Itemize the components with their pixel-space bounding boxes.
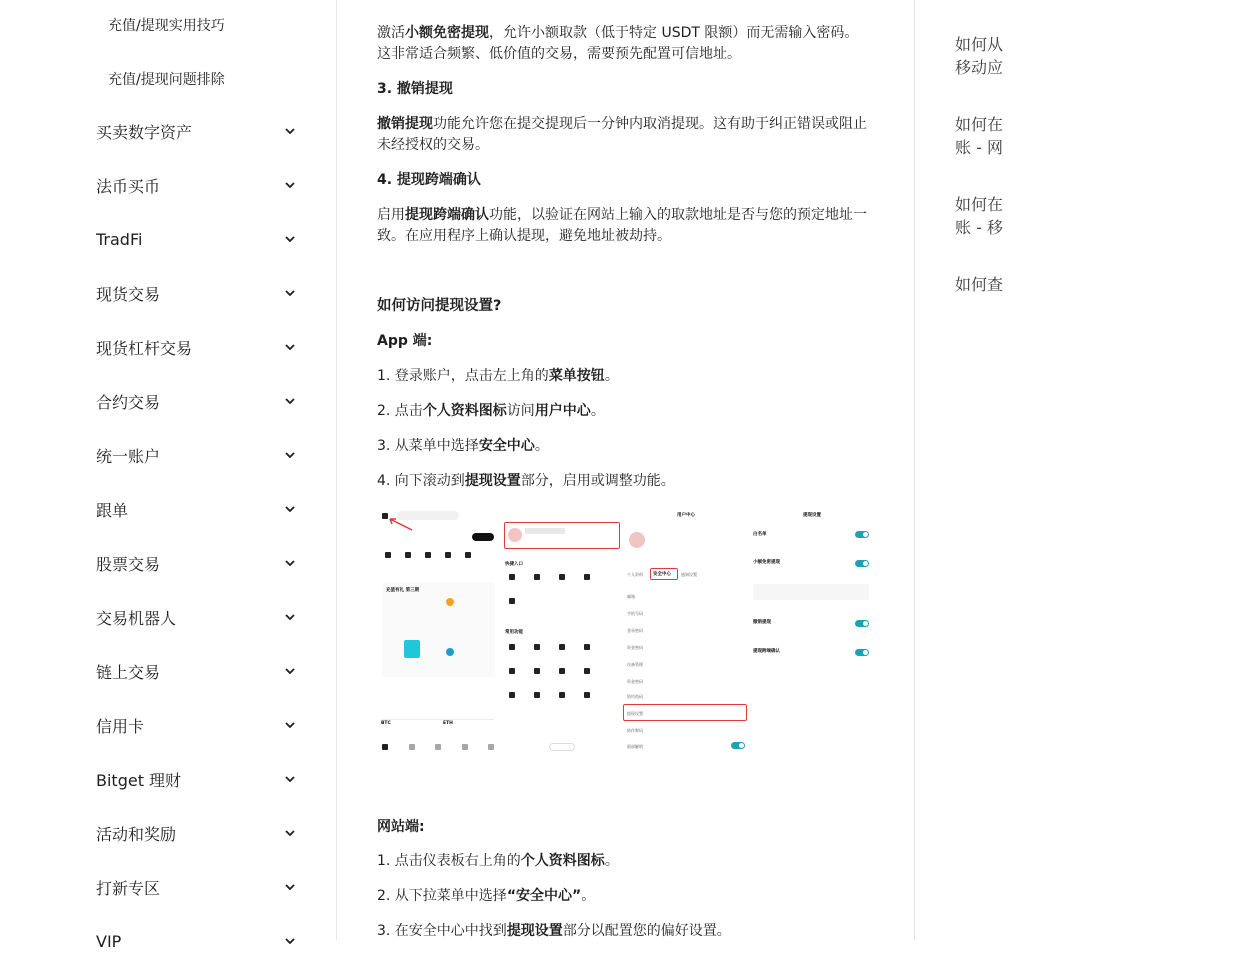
- highlight-box: [650, 568, 678, 580]
- chevron-down-icon: [284, 935, 296, 947]
- bold-text: 个人资料图标: [520, 853, 605, 869]
- sidebar-item-label: 跟单: [96, 500, 129, 520]
- sidebar-item-unified-account[interactable]: [96, 440, 296, 470]
- text: 2. 从下拉菜单中选择: [377, 888, 507, 904]
- section-title-access: 如何访问提现设置?: [377, 298, 502, 314]
- sidebar-item-rewards[interactable]: [96, 818, 296, 848]
- sidebar-item-label: 统一账户: [96, 446, 161, 466]
- sidebar-item-spot[interactable]: [96, 278, 296, 308]
- bold-text: 安全中心: [478, 438, 535, 454]
- chevron-down-icon: [284, 287, 296, 299]
- tab-profile: 个人资料: [627, 572, 643, 577]
- gift-bag-image: [404, 640, 420, 658]
- text: 。: [590, 403, 605, 419]
- setting-row: 登录密码: [627, 628, 643, 633]
- chevron-down-icon: [284, 341, 296, 353]
- sidebar-item-margin[interactable]: [96, 332, 296, 362]
- text: 。: [604, 368, 619, 384]
- setting-cross-confirm: 提现跨端确认: [753, 649, 780, 654]
- sidebar-item-label: 现货交易: [96, 284, 161, 304]
- sidebar-item-label: VIP: [96, 931, 122, 951]
- setting-row: 防钓鱼码: [627, 694, 643, 699]
- promo-title: 充值有礼 第三期: [386, 588, 420, 593]
- setting-row: 设备管理: [627, 662, 643, 667]
- toggle-switch: [731, 742, 745, 749]
- text: 访问: [506, 403, 535, 419]
- bold-text: 菜单按钮: [548, 368, 605, 384]
- web-title: 网站端:: [377, 819, 425, 835]
- sidebar-item-label: 法币买币: [96, 176, 161, 196]
- text: 部分以配置您的偏好设置。: [562, 923, 731, 939]
- icon-grid: [383, 552, 493, 572]
- text: 。: [581, 888, 596, 904]
- bold-text: 撤销提现: [377, 116, 433, 132]
- chevron-down-icon: [284, 611, 296, 623]
- sidebar-item-onchain[interactable]: [96, 656, 296, 686]
- sidebar-item-label: TradFi: [96, 229, 143, 249]
- sidebar-item-tradfi[interactable]: [96, 224, 296, 254]
- bold-text: 提现设置: [464, 473, 521, 489]
- toggle-switch: [855, 649, 869, 656]
- paragraph-small-withdrawal: [377, 23, 872, 65]
- btc-label: BTC: [381, 721, 391, 726]
- related-link[interactable]: 如何查: [955, 275, 1004, 294]
- heading-cross-confirm: 4. 提现跨端确认: [377, 172, 481, 188]
- chevron-down-icon: [284, 449, 296, 461]
- highlight-box: [623, 704, 747, 721]
- text: ，允许小额取款（低于特定 USDT 限额）而无需输入密码。这非常适合频繁、低价值的交易，需要预先配置可信地址。: [377, 25, 859, 62]
- text: 激活: [377, 25, 405, 41]
- app-screenshot-illustration: [377, 506, 873, 762]
- web-step-2: [377, 886, 872, 907]
- user-center-title: 用户中心: [677, 513, 695, 518]
- common-functions-label: 常用功能: [505, 630, 523, 635]
- screenshot-panel-home: [377, 506, 499, 762]
- sidebar-item-launchpad[interactable]: [96, 872, 296, 902]
- text: 部分，启用或调整功能。: [520, 473, 675, 489]
- setting-row: 面部解锁: [627, 744, 643, 749]
- quick-entry-label: 快捷入口: [505, 562, 523, 567]
- sidebar-item-label: 交易机器人: [96, 608, 177, 628]
- setting-row: 防作弊码: [627, 728, 643, 733]
- chevron-down-icon: [284, 395, 296, 407]
- bold-text: 提现跨端确认: [405, 207, 489, 223]
- sidebar-item-buy-crypto[interactable]: [96, 116, 296, 146]
- text: 4. 向下滚动到: [377, 473, 465, 489]
- screenshot-panel-withdrawal-settings: [749, 506, 873, 762]
- sidebar-item-label: Bitget 理财: [96, 770, 182, 790]
- bottom-tab-bar: [382, 744, 494, 756]
- setting-small-amount: 小额免密提现: [753, 560, 780, 565]
- related-link[interactable]: 如何在 账 - 移: [955, 195, 1004, 237]
- sidebar-subitem-tips[interactable]: 充值/提现实用技巧: [108, 18, 225, 34]
- app-step-2: [377, 401, 872, 422]
- related-link[interactable]: 如何从 移动应: [955, 35, 1004, 77]
- coin-icon: [446, 648, 454, 656]
- more-button: [549, 743, 575, 751]
- chevron-down-icon: [284, 719, 296, 731]
- tab-notifications: 通知设置: [681, 572, 697, 577]
- sidebar-item-vip[interactable]: [96, 926, 296, 956]
- common-icons: [509, 644, 609, 724]
- bold-text: 个人资料图标: [422, 403, 507, 419]
- sidebar-item-stocks[interactable]: [96, 548, 296, 578]
- chevron-down-icon: [284, 773, 296, 785]
- sidebar-item-card[interactable]: [96, 710, 296, 740]
- web-step-3: [377, 921, 872, 942]
- text: 功能，以验证在网站上输入的取款地址是否与您的预定地址一致。在应用程序上确认提现，避免地址被劫持。: [377, 207, 867, 244]
- promo-card: [382, 582, 495, 677]
- app-step-3: [377, 436, 872, 457]
- chevron-down-icon: [284, 665, 296, 677]
- chevron-down-icon: [284, 503, 296, 515]
- sidebar-subitem-troubleshoot[interactable]: 充值/提现问题排除: [108, 72, 225, 88]
- sidebar-item-label: 合约交易: [96, 392, 161, 412]
- screenshot-panel-menu: [501, 506, 621, 762]
- setting-row: 手机号码: [627, 611, 643, 616]
- chevron-down-icon: [284, 557, 296, 569]
- setting-row-withdrawal: 提现设置: [627, 711, 643, 716]
- sidebar-item-label: 活动和奖励: [96, 824, 177, 844]
- sidebar-item-label: 股票交易: [96, 554, 161, 574]
- web-step-1: [377, 851, 872, 872]
- screenshot-panel-user-center: [623, 506, 747, 762]
- avatar: [508, 528, 522, 542]
- paragraph-cancel-withdrawal: [377, 114, 872, 156]
- text: 3. 在安全中心中找到: [377, 923, 507, 939]
- heading-cancel-withdrawal: 3. 撤销提现: [377, 81, 453, 97]
- sidebar-item-label: 现货杠杆交易: [96, 338, 193, 358]
- setting-row: 资金密码: [627, 679, 643, 684]
- tab-security: 安全中心: [653, 572, 671, 577]
- setting-whitelist: 白名单: [753, 532, 767, 537]
- sidebar-item-fiat[interactable]: [96, 170, 296, 200]
- search-bar: [397, 511, 459, 520]
- related-articles: [915, 0, 1004, 940]
- bold-text: “安全中心”: [506, 888, 582, 904]
- sidebar-item-label: 链上交易: [96, 662, 161, 682]
- bold-text: 用户中心: [534, 403, 591, 419]
- paragraph-cross-confirm: [377, 205, 872, 247]
- setting-row: 邮箱: [627, 594, 635, 599]
- toggle-switch: [855, 531, 869, 538]
- text: 1. 登录账户，点击左上角的: [377, 368, 549, 384]
- setting-cancel: 撤销提现: [753, 620, 771, 625]
- text: 启用: [377, 207, 405, 223]
- btc-coin-icon: [446, 598, 454, 606]
- toggle-switch: [855, 560, 869, 567]
- sidebar-item-futures[interactable]: [96, 386, 296, 416]
- bold-text: 小额免密提现: [405, 25, 489, 41]
- chevron-down-icon: [284, 179, 296, 191]
- sidebar-item-copy-trading[interactable]: [96, 494, 296, 524]
- related-link[interactable]: 如何在 账 - 网: [955, 115, 1004, 157]
- app-step-1: [377, 366, 872, 387]
- sidebar-item-label: 打新专区: [96, 878, 161, 898]
- app-title: App 端:: [377, 333, 433, 349]
- text: 2. 点击: [377, 403, 423, 419]
- text: 功能允许您在提交提现后一分钟内取消提现。这有助于纠正错误或阻止未经授权的交易。: [377, 116, 867, 153]
- sidebar-item-bots[interactable]: [96, 602, 296, 632]
- withdrawal-settings-title: 提现设置: [803, 513, 821, 518]
- quick-icons: [509, 574, 609, 614]
- text: 3. 从菜单中选择: [377, 438, 479, 454]
- text: 1. 点击仪表板右上角的: [377, 853, 521, 869]
- sidebar-item-label: 买卖数字资产: [96, 122, 193, 142]
- article-body: [338, 0, 914, 940]
- text: 。: [534, 438, 549, 454]
- bold-text: 提现设置: [506, 923, 563, 939]
- avatar: [629, 532, 645, 548]
- chevron-down-icon: [284, 881, 296, 893]
- help-sidebar: [0, 0, 337, 951]
- setting-row: 资金密码: [627, 645, 643, 650]
- sidebar-item-earn[interactable]: [96, 764, 296, 794]
- sidebar-item-label: 信用卡: [96, 716, 145, 736]
- app-step-4: [377, 471, 872, 492]
- text: 。: [604, 853, 619, 869]
- chevron-down-icon: [284, 233, 296, 245]
- chevron-down-icon: [284, 125, 296, 137]
- deposit-button: [472, 533, 494, 541]
- eth-label: ETH: [443, 721, 453, 726]
- chevron-down-icon: [284, 827, 296, 839]
- toggle-switch: [855, 620, 869, 627]
